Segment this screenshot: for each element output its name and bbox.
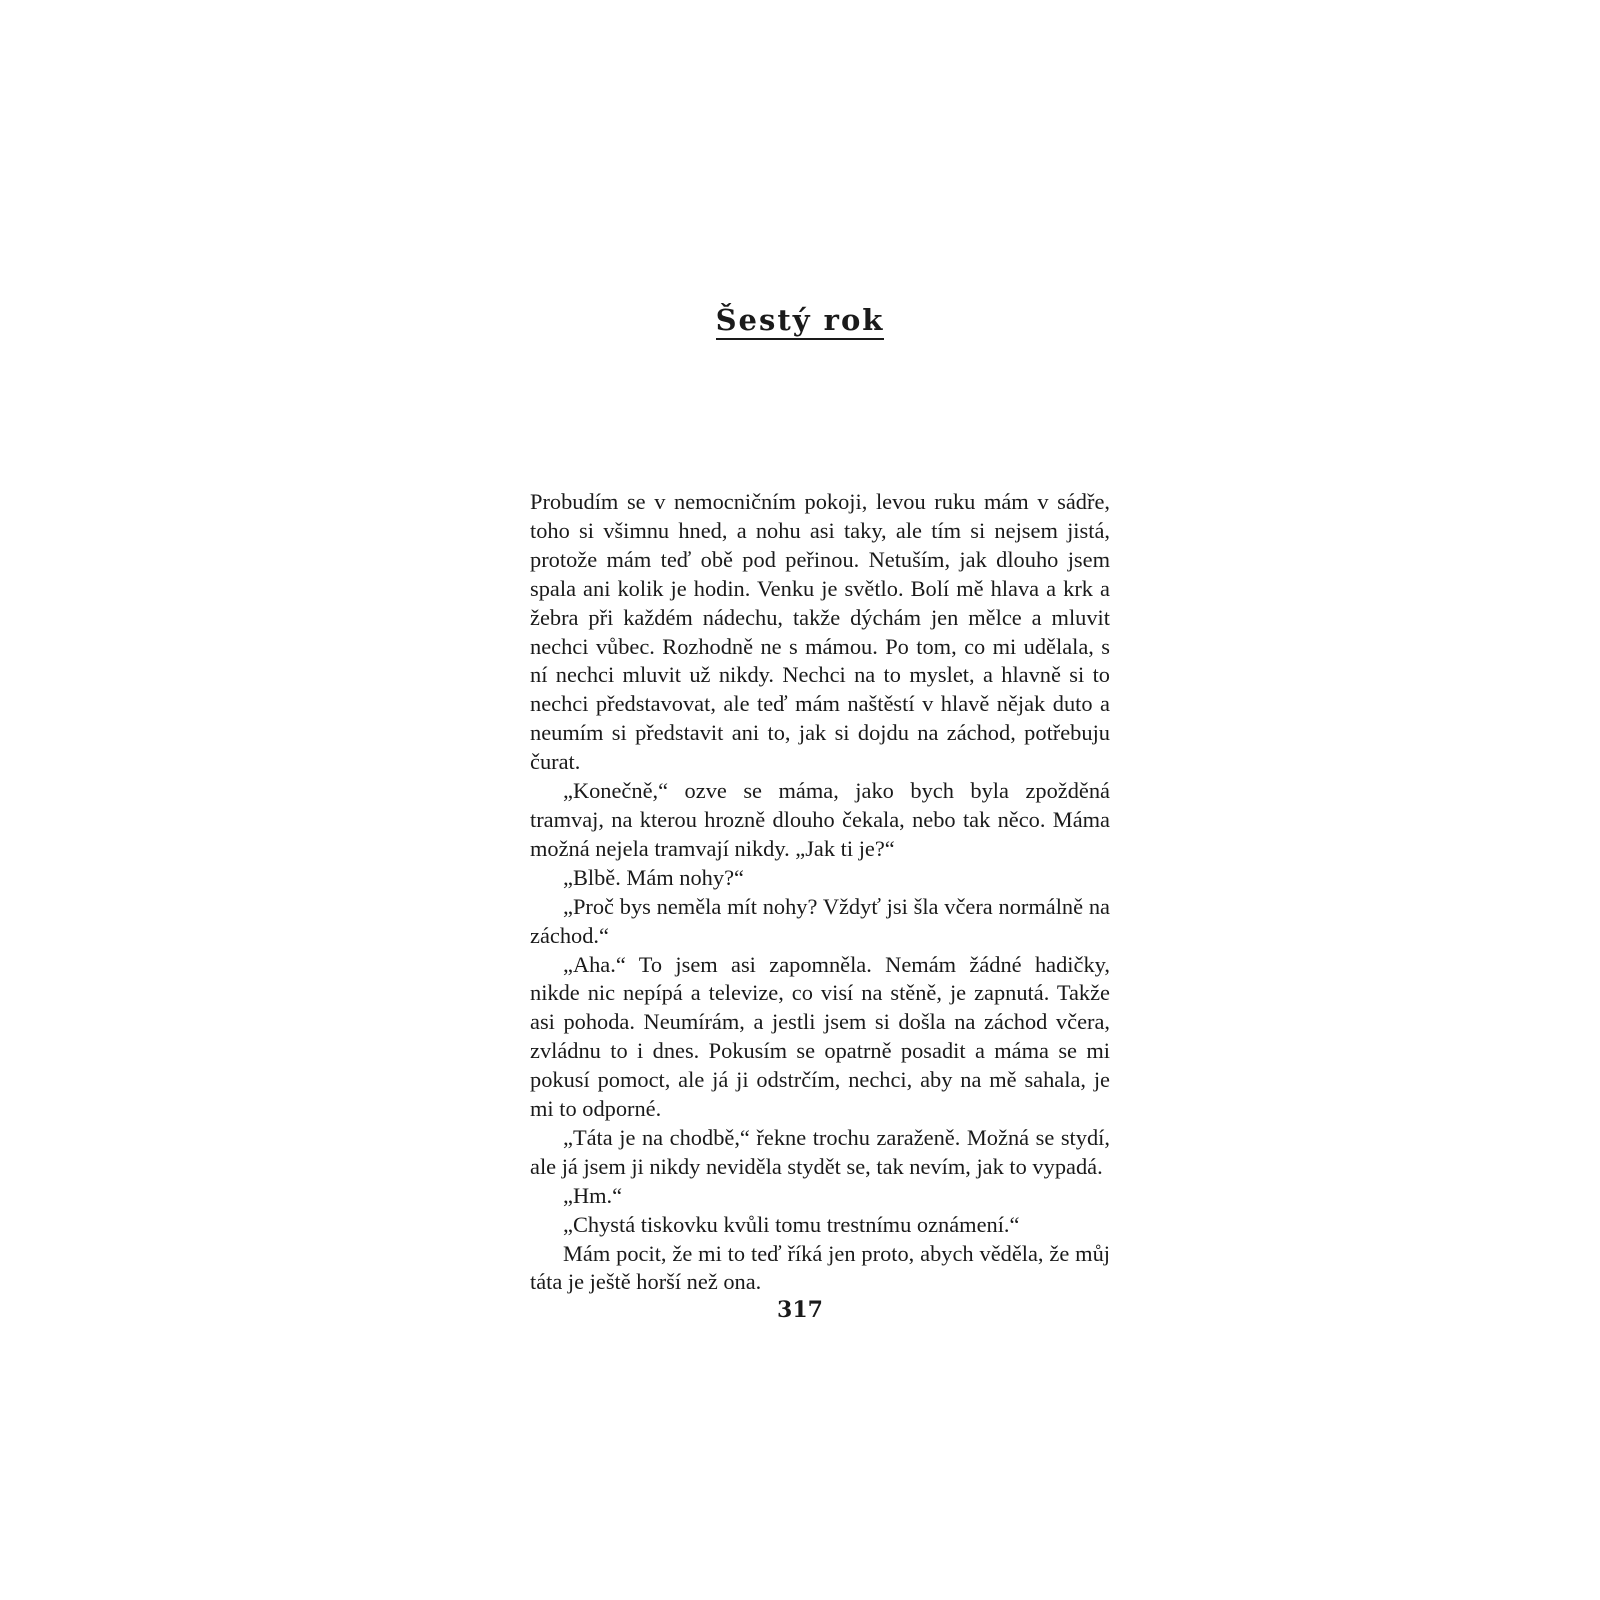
paragraph: „Chystá tiskovku kvůli tomu trestnímu oznámení.“ <box>563 1211 1020 1237</box>
paragraph: „Konečně,“ ozve se máma, jako bych byla zpožděná tramvaj, na kterou hrozně dlouho čekala, nebo tak něco. Máma možná nejela tramvají nikdy. „Jak ti je?“ <box>530 778 1110 861</box>
paragraph: Mám pocit, že mi to teď říká jen proto, abych věděla, že můj táta je ještě horší než ona. <box>530 1240 1110 1295</box>
chapter-title-text: Šestý rok <box>716 303 885 340</box>
chapter-title <box>0 300 1600 340</box>
paragraph: „Hm.“ <box>563 1182 623 1208</box>
paragraph: „Proč bys neměla mít nohy? Vždyť jsi šla včera normálně na záchod.“ <box>530 893 1110 948</box>
body-text <box>530 488 1110 1297</box>
page-number: 317 <box>777 1297 823 1323</box>
paragraph: „Táta je na chodbě,“ řekne trochu zaraženě. Možná se stydí, ale já jsem ji nikdy neviděla stydět se, tak nevím, jak to vypadá. <box>530 1124 1110 1179</box>
paragraph: Probudím se v nemocničním pokoji, levou ruku mám v sádře, toho si všimnu hned, a nohu asi taky, ale tím si nejsem jistá, protože mám teď obě pod peřinou. Netuším, jak dlouho jsem spala ani kolik je hodin. Venku je světlo. Bolí mě hlava a krk a žebra při každém nádechu, takže dýchám jen mělce a mluvit nechci vůbec. Rozhodně ne s mámou. Po tom, co mi udělala, s ní nechci mluvit už nikdy. Nechci na to myslet, a hlavně si to nechci představovat, ale teď mám naštěstí v hlavě nějak duto a neumím si představit ani to, jak si dojdu na záchod, potřebuju čurat. <box>530 489 1110 775</box>
paragraph: „Aha.“ To jsem asi zapomněla. Nemám žádné hadičky, nikde nic nepípá a televize, co visí na stěně, je zapnutá. Takže asi pohoda. Neumírám, a jestli jsem si došla na záchod včera, zvládnu to i dnes. Pokusím se opatrně posadit a máma se mi pokusí pomoct, ale já ji odstrčím, nechci, aby na mě sahala, je mi to odporné. <box>530 951 1110 1122</box>
paragraph: „Blbě. Mám nohy?“ <box>563 864 744 890</box>
